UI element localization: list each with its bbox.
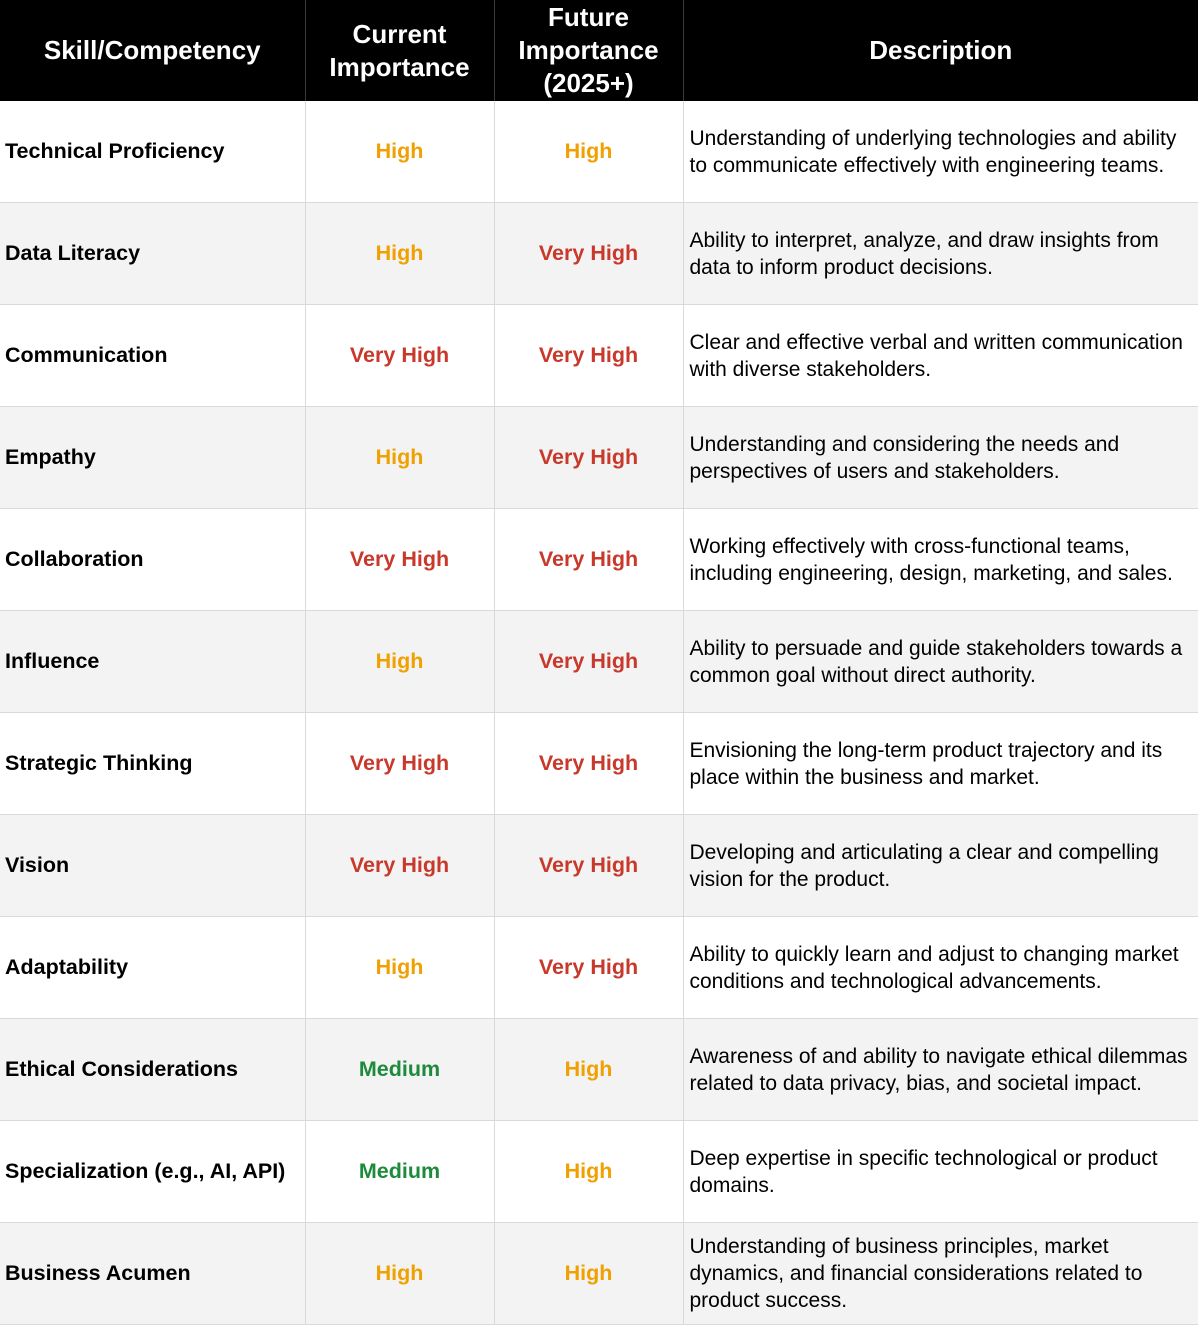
header-skill: Skill/Competency — [0, 0, 305, 101]
current-importance-cell: Medium — [305, 1121, 494, 1223]
skill-cell: Collaboration — [0, 509, 305, 611]
description-cell: Ability to interpret, analyze, and draw insights from data to inform product decisions. — [683, 203, 1198, 305]
description-cell: Awareness of and ability to navigate ethical dilemmas related to data privacy, bias, and societal impact. — [683, 1019, 1198, 1121]
description-cell: Clear and effective verbal and written communication with diverse stakeholders. — [683, 305, 1198, 407]
skill-cell: Vision — [0, 815, 305, 917]
description-cell: Ability to quickly learn and adjust to changing market conditions and technological advancements. — [683, 917, 1198, 1019]
current-importance-cell: High — [305, 407, 494, 509]
current-importance-cell: High — [305, 101, 494, 203]
table-row — [0, 1019, 1198, 1121]
table-row — [0, 101, 1198, 203]
table-row — [0, 1121, 1198, 1223]
table-row — [0, 713, 1198, 815]
skill-cell: Ethical Considerations — [0, 1019, 305, 1121]
skill-cell: Empathy — [0, 407, 305, 509]
description-cell: Envisioning the long-term product trajectory and its place within the business and market. — [683, 713, 1198, 815]
future-importance-cell: Very High — [494, 407, 683, 509]
future-importance-cell: Very High — [494, 203, 683, 305]
future-importance-cell: High — [494, 1121, 683, 1223]
future-importance-cell: Very High — [494, 611, 683, 713]
header-description: Description — [683, 0, 1198, 101]
future-importance-cell: Very High — [494, 713, 683, 815]
skill-cell: Communication — [0, 305, 305, 407]
current-importance-cell: Medium — [305, 1019, 494, 1121]
current-importance-cell: Very High — [305, 815, 494, 917]
current-importance-cell: Very High — [305, 509, 494, 611]
future-importance-cell: Very High — [494, 815, 683, 917]
skill-cell: Technical Proficiency — [0, 101, 305, 203]
skill-cell: Influence — [0, 611, 305, 713]
future-importance-cell: High — [494, 101, 683, 203]
current-importance-cell: High — [305, 1223, 494, 1325]
current-importance-cell: High — [305, 203, 494, 305]
table-row — [0, 305, 1198, 407]
skill-cell: Adaptability — [0, 917, 305, 1019]
table-row — [0, 1223, 1198, 1325]
header-current-importance: Current Importance — [305, 0, 494, 101]
table-row — [0, 917, 1198, 1019]
table-row — [0, 509, 1198, 611]
table-row — [0, 611, 1198, 713]
description-cell: Deep expertise in specific technological or product domains. — [683, 1121, 1198, 1223]
future-importance-cell: Very High — [494, 509, 683, 611]
future-importance-cell: High — [494, 1223, 683, 1325]
skill-cell: Business Acumen — [0, 1223, 305, 1325]
description-cell: Working effectively with cross-functional teams, including engineering, design, marketing, and sales. — [683, 509, 1198, 611]
current-importance-cell: High — [305, 611, 494, 713]
description-cell: Understanding and considering the needs and perspectives of users and stakeholders. — [683, 407, 1198, 509]
skill-cell: Specialization (e.g., AI, API) — [0, 1121, 305, 1223]
description-cell: Understanding of underlying technologies and ability to communicate effectively with engineering teams. — [683, 101, 1198, 203]
description-cell: Understanding of business principles, market dynamics, and financial considerations related to product success. — [683, 1223, 1198, 1325]
table-row — [0, 407, 1198, 509]
description-cell: Developing and articulating a clear and compelling vision for the product. — [683, 815, 1198, 917]
header-future-importance: Future Importance (2025+) — [494, 0, 683, 101]
current-importance-cell: Very High — [305, 713, 494, 815]
future-importance-cell: Very High — [494, 305, 683, 407]
description-cell: Ability to persuade and guide stakeholders towards a common goal without direct authority. — [683, 611, 1198, 713]
header-row — [0, 0, 1198, 101]
table-row — [0, 815, 1198, 917]
skill-cell: Data Literacy — [0, 203, 305, 305]
future-importance-cell: Very High — [494, 917, 683, 1019]
current-importance-cell: Very High — [305, 305, 494, 407]
table-row — [0, 203, 1198, 305]
skill-cell: Strategic Thinking — [0, 713, 305, 815]
current-importance-cell: High — [305, 917, 494, 1019]
future-importance-cell: High — [494, 1019, 683, 1121]
